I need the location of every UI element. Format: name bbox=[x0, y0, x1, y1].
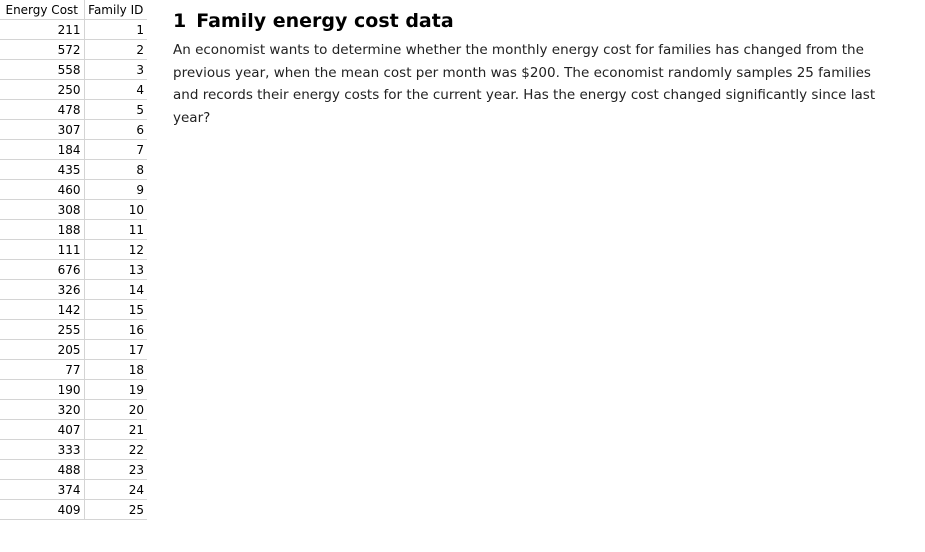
family-id-cell[interactable]: 21 bbox=[84, 420, 147, 440]
table-row bbox=[0, 300, 147, 320]
energy-cost-cell[interactable]: 326 bbox=[0, 280, 84, 300]
energy-cost-cell[interactable]: 308 bbox=[0, 200, 84, 220]
family-id-cell[interactable]: 6 bbox=[84, 120, 147, 140]
family-id-cell[interactable]: 10 bbox=[84, 200, 147, 220]
table-row bbox=[0, 220, 147, 240]
energy-cost-cell[interactable]: 407 bbox=[0, 420, 84, 440]
table-header-row bbox=[0, 0, 147, 20]
energy-cost-cell[interactable]: 558 bbox=[0, 60, 84, 80]
energy-cost-cell[interactable]: 409 bbox=[0, 500, 84, 520]
family-id-cell[interactable]: 16 bbox=[84, 320, 147, 340]
table-row bbox=[0, 180, 147, 200]
energy-cost-cell[interactable]: 255 bbox=[0, 320, 84, 340]
energy-cost-cell[interactable]: 250 bbox=[0, 80, 84, 100]
family-id-cell[interactable]: 23 bbox=[84, 460, 147, 480]
table-row bbox=[0, 260, 147, 280]
family-id-cell[interactable]: 4 bbox=[84, 80, 147, 100]
energy-cost-cell[interactable]: 676 bbox=[0, 260, 84, 280]
table-row bbox=[0, 80, 147, 100]
energy-cost-cell[interactable]: 142 bbox=[0, 300, 84, 320]
table-row bbox=[0, 120, 147, 140]
energy-cost-cell[interactable]: 188 bbox=[0, 220, 84, 240]
table-row bbox=[0, 280, 147, 300]
energy-cost-cell[interactable]: 333 bbox=[0, 440, 84, 460]
family-id-cell[interactable]: 8 bbox=[84, 160, 147, 180]
family-id-cell[interactable]: 18 bbox=[84, 360, 147, 380]
family-id-cell[interactable]: 20 bbox=[84, 400, 147, 420]
section-heading bbox=[173, 7, 893, 35]
family-id-cell[interactable]: 2 bbox=[84, 40, 147, 60]
table-row bbox=[0, 60, 147, 80]
table-row bbox=[0, 380, 147, 400]
family-id-cell[interactable]: 15 bbox=[84, 300, 147, 320]
family-id-cell[interactable]: 19 bbox=[84, 380, 147, 400]
family-id-cell[interactable]: 9 bbox=[84, 180, 147, 200]
energy-cost-cell[interactable]: 478 bbox=[0, 100, 84, 120]
table-row bbox=[0, 140, 147, 160]
energy-cost-cell[interactable]: 460 bbox=[0, 180, 84, 200]
problem-description: An economist wants to determine whether the monthly energy cost for families has changed from the previous year, when the mean cost per month was $200. The economist randomly samples 25 families and records their energy costs for the current year. Has the energy cost changed significantly since last year? bbox=[173, 42, 876, 126]
column-header-energy-cost[interactable]: Energy Cost bbox=[0, 0, 84, 20]
energy-cost-cell[interactable]: 77 bbox=[0, 360, 84, 380]
section-title: Family energy cost data bbox=[196, 10, 454, 32]
energy-cost-cell[interactable]: 184 bbox=[0, 140, 84, 160]
energy-cost-cell[interactable]: 374 bbox=[0, 480, 84, 500]
table-row bbox=[0, 100, 147, 120]
column-header-family-id[interactable]: Family ID bbox=[84, 0, 147, 20]
family-id-cell[interactable]: 3 bbox=[84, 60, 147, 80]
data-table bbox=[0, 0, 147, 520]
table-body bbox=[0, 20, 147, 520]
table-row bbox=[0, 320, 147, 340]
energy-cost-cell[interactable]: 111 bbox=[0, 240, 84, 260]
energy-cost-cell[interactable]: 205 bbox=[0, 340, 84, 360]
family-id-cell[interactable]: 11 bbox=[84, 220, 147, 240]
content-area bbox=[173, 7, 893, 129]
table-row bbox=[0, 200, 147, 220]
table-row bbox=[0, 400, 147, 420]
family-id-cell[interactable]: 13 bbox=[84, 260, 147, 280]
family-id-cell[interactable]: 25 bbox=[84, 500, 147, 520]
family-id-cell[interactable]: 12 bbox=[84, 240, 147, 260]
table-row bbox=[0, 360, 147, 380]
energy-cost-cell[interactable]: 211 bbox=[0, 20, 84, 40]
table-row bbox=[0, 240, 147, 260]
family-id-cell[interactable]: 14 bbox=[84, 280, 147, 300]
table-row bbox=[0, 160, 147, 180]
table-row bbox=[0, 480, 147, 500]
energy-cost-cell[interactable]: 488 bbox=[0, 460, 84, 480]
energy-cost-cell[interactable]: 307 bbox=[0, 120, 84, 140]
family-id-cell[interactable]: 24 bbox=[84, 480, 147, 500]
table-row bbox=[0, 440, 147, 460]
energy-cost-cell[interactable]: 572 bbox=[0, 40, 84, 60]
table-row bbox=[0, 500, 147, 520]
family-id-cell[interactable]: 7 bbox=[84, 140, 147, 160]
table-row bbox=[0, 20, 147, 40]
energy-cost-cell[interactable]: 435 bbox=[0, 160, 84, 180]
energy-cost-cell[interactable]: 320 bbox=[0, 400, 84, 420]
table-row bbox=[0, 340, 147, 360]
family-id-cell[interactable]: 22 bbox=[84, 440, 147, 460]
family-id-cell[interactable]: 17 bbox=[84, 340, 147, 360]
energy-cost-cell[interactable]: 190 bbox=[0, 380, 84, 400]
family-id-cell[interactable]: 1 bbox=[84, 20, 147, 40]
family-id-cell[interactable]: 5 bbox=[84, 100, 147, 120]
section-number: 1 bbox=[173, 10, 187, 32]
table-row bbox=[0, 40, 147, 60]
table-row bbox=[0, 420, 147, 440]
table-row bbox=[0, 460, 147, 480]
